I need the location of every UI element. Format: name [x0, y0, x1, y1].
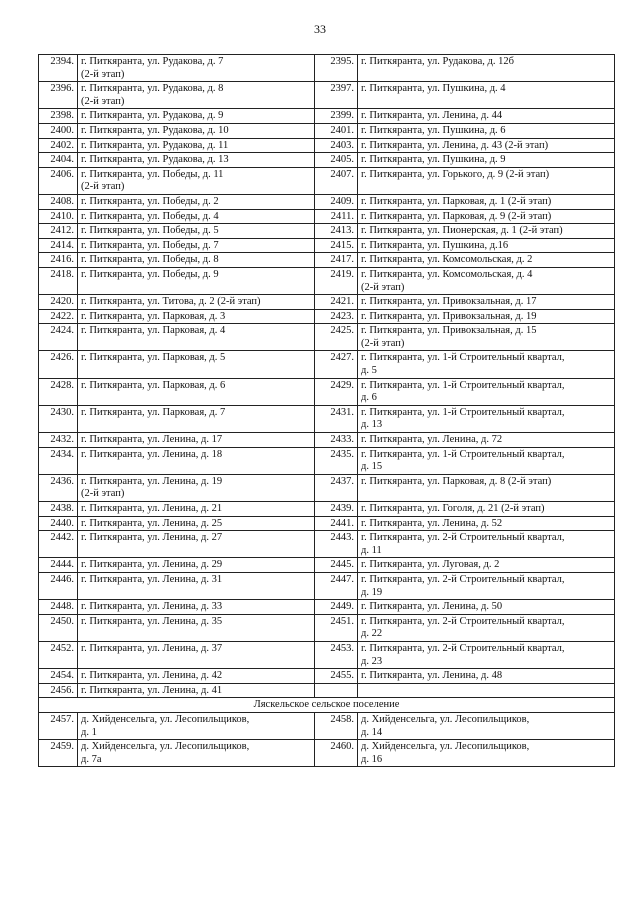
- address-line: д. 6: [361, 392, 377, 404]
- address-line: г. Питкяранта, ул. Ленина, д. 31: [81, 573, 223, 585]
- table-row: [39, 238, 615, 253]
- address-line: г. Питкяранта, ул. Ленина, д. 17: [81, 434, 223, 446]
- entry-number-left: 2430.: [39, 405, 78, 432]
- address-left: [78, 516, 315, 531]
- address-left: [78, 82, 315, 109]
- address-line: г. Питкяранта, ул. Парковая, д. 5: [81, 352, 226, 364]
- entry-number-left: 2396.: [39, 82, 78, 109]
- address-line: г. Питкяранта, ул. Ленина, д. 19: [81, 475, 223, 487]
- address-line: г. Питкяранта, ул. Парковая, д. 1 (2-й этап): [361, 195, 552, 207]
- address-right: [358, 153, 615, 168]
- entry-number-left: 2432.: [39, 433, 78, 448]
- address-line: (2-й этап): [81, 68, 125, 80]
- address-right: [358, 614, 615, 641]
- address-line: г. Питкяранта, ул. Парковая, д. 6: [81, 379, 226, 391]
- table-row: [39, 474, 615, 501]
- address-left: [78, 153, 315, 168]
- entry-number-right: 2435.: [315, 447, 358, 474]
- address-line: д. 11: [361, 544, 382, 556]
- address-right: [358, 123, 615, 138]
- address-line: г. Питкяранта, ул. Рудакова, д. 11: [81, 139, 229, 151]
- address-line: г. Питкяранта, ул. 2-й Строительный квартал,: [361, 532, 565, 544]
- address-right: [358, 433, 615, 448]
- entry-number-left: 2459.: [39, 740, 78, 767]
- section-header-body: [39, 698, 615, 713]
- address-left: [78, 123, 315, 138]
- address-line: д. 23: [361, 655, 383, 667]
- address-line: (2-й этап): [361, 281, 405, 293]
- address-line: г. Питкяранта, ул. Ленина, д. 35: [81, 615, 223, 627]
- address-line: д. Хийденсельга, ул. Лесопильщиков,: [81, 741, 250, 753]
- table-row: [39, 224, 615, 239]
- address-line: (2-й этап): [81, 488, 125, 500]
- address-line: г. Питкяранта, ул. Победы, д. 9: [81, 268, 219, 280]
- address-right: [358, 209, 615, 224]
- address-line: г. Питкяранта, ул. Победы, д. 2: [81, 195, 219, 207]
- entry-number-right: 2419.: [315, 267, 358, 294]
- address-left: [78, 194, 315, 209]
- table-row: [39, 531, 615, 558]
- address-line: г. Питкяранта, ул. Ленина, д. 18: [81, 448, 223, 460]
- entry-number-left: 2416.: [39, 253, 78, 268]
- address-line: г. Питкяранта, ул. Победы, д. 5: [81, 225, 219, 237]
- entry-number-right: 2439.: [315, 502, 358, 517]
- address-right: [358, 447, 615, 474]
- entry-number-left: 2450.: [39, 614, 78, 641]
- address-left: [78, 324, 315, 351]
- address-line: г. Питкяранта, ул. Парковая, д. 7: [81, 406, 226, 418]
- entry-number-left: 2438.: [39, 502, 78, 517]
- address-line: д. Хийденсельга, ул. Лесопильщиков,: [361, 713, 530, 725]
- entry-number-left: 2444.: [39, 558, 78, 573]
- table-row: [39, 295, 615, 310]
- entry-number-right: 2395.: [315, 55, 358, 82]
- address-line: г. Питкяранта, ул. Парковая, д. 3: [81, 310, 226, 322]
- table-row: [39, 669, 615, 684]
- entry-number-right: 2433.: [315, 433, 358, 448]
- address-right: [358, 740, 615, 767]
- address-right: [358, 572, 615, 599]
- address-line: г. Питкяранта, ул. Привокзальная, д. 15: [361, 325, 537, 337]
- address-left: [78, 351, 315, 378]
- address-right: [358, 502, 615, 517]
- entry-number-right: 2429.: [315, 378, 358, 405]
- address-left: [78, 712, 315, 739]
- table-row: [39, 572, 615, 599]
- address-right: [358, 683, 615, 698]
- address-right: [358, 253, 615, 268]
- address-line: г. Питкяранта, ул. Горького, д. 9 (2-й этап): [361, 168, 550, 180]
- address-left: [78, 502, 315, 517]
- table-row: [39, 683, 615, 698]
- entry-number-left: 2424.: [39, 324, 78, 351]
- table-row: [39, 614, 615, 641]
- address-line: г. Питкяранта, ул. 1-й Строительный квартал,: [361, 352, 565, 364]
- address-left: [78, 641, 315, 668]
- address-right: [358, 138, 615, 153]
- entry-number-left: 2434.: [39, 447, 78, 474]
- entry-number-left: 2398.: [39, 109, 78, 124]
- address-right: [358, 558, 615, 573]
- address-right: [358, 669, 615, 684]
- entry-number-right: 2403.: [315, 138, 358, 153]
- address-right: [358, 309, 615, 324]
- table-row: [39, 712, 615, 739]
- entry-number-right: 2421.: [315, 295, 358, 310]
- entry-number-left: 2412.: [39, 224, 78, 239]
- entry-number-right: 2409.: [315, 194, 358, 209]
- table-row: [39, 502, 615, 517]
- address-left: [78, 138, 315, 153]
- entry-number-right: 2437.: [315, 474, 358, 501]
- entry-number-left: 2436.: [39, 474, 78, 501]
- address-line: г. Питкяранта, ул. Ленина, д. 33: [81, 601, 223, 613]
- address-line: г. Питкяранта, ул. Победы, д. 11: [81, 168, 224, 180]
- address-right: [358, 641, 615, 668]
- address-right: [358, 82, 615, 109]
- address-right: [358, 474, 615, 501]
- address-line: г. Питкяранта, ул. Комсомольская, д. 4: [361, 268, 533, 280]
- address-right: [358, 55, 615, 82]
- address-left: [78, 600, 315, 615]
- address-left: [78, 295, 315, 310]
- table-row: [39, 194, 615, 209]
- table-row: [39, 253, 615, 268]
- address-left: [78, 209, 315, 224]
- entry-number-right: 2447.: [315, 572, 358, 599]
- table-row: [39, 123, 615, 138]
- address-line: г. Питкяранта, ул. Комсомольская, д. 2: [361, 254, 533, 266]
- address-left: [78, 572, 315, 599]
- address-line: д. 7а: [81, 753, 102, 765]
- entry-number-left: 2446.: [39, 572, 78, 599]
- address-left: [78, 405, 315, 432]
- address-line: д. 14: [361, 726, 383, 738]
- entry-number-right: 2453.: [315, 641, 358, 668]
- entry-number-left: 2408.: [39, 194, 78, 209]
- address-right: [358, 600, 615, 615]
- entry-number-right: 2413.: [315, 224, 358, 239]
- table-row: [39, 209, 615, 224]
- address-left: [78, 447, 315, 474]
- address-line: г. Питкяранта, ул. 2-й Строительный квартал,: [361, 573, 565, 585]
- entry-number-left: 2428.: [39, 378, 78, 405]
- address-line: г. Питкяранта, ул. Пушкина, д.16: [361, 239, 509, 251]
- entry-number-right: 2458.: [315, 712, 358, 739]
- address-line: г. Питкяранта, ул. Победы, д. 8: [81, 254, 219, 266]
- address-line: д. 19: [361, 586, 383, 598]
- address-left: [78, 238, 315, 253]
- address-line: г. Питкяранта, ул. Ленина, д. 29: [81, 559, 223, 571]
- address-line: г. Питкяранта, ул. Ленина, д. 44: [361, 110, 503, 122]
- address-line: д. Хийденсельга, ул. Лесопильщиков,: [361, 741, 530, 753]
- address-line: д. 5: [361, 365, 377, 377]
- registry-body: [39, 55, 615, 698]
- address-line: г. Питкяранта, ул. Пушкина, д. 9: [361, 154, 506, 166]
- entry-number-left: 2454.: [39, 669, 78, 684]
- table-row: [39, 167, 615, 194]
- address-line: г. Питкяранта, ул. Ленина, д. 41: [81, 684, 223, 696]
- address-left: [78, 474, 315, 501]
- address-left: [78, 55, 315, 82]
- entry-number-right: 2427.: [315, 351, 358, 378]
- address-line: г. Питкяранта, ул. 2-й Строительный квартал,: [361, 642, 565, 654]
- table-row: [39, 447, 615, 474]
- address-line: г. Питкяранта, ул. Привокзальная, д. 19: [361, 310, 537, 322]
- address-left: [78, 378, 315, 405]
- table-row: [39, 267, 615, 294]
- table-row: [39, 405, 615, 432]
- entry-number-right: 2460.: [315, 740, 358, 767]
- address-line: д. 16: [361, 753, 383, 765]
- entry-number-right: 2415.: [315, 238, 358, 253]
- address-line: г. Питкяранта, ул. Победы, д. 4: [81, 210, 219, 222]
- address-left: [78, 309, 315, 324]
- entry-number-left: 2452.: [39, 641, 78, 668]
- address-line: д. 13: [361, 419, 383, 431]
- address-line: г. Питкяранта, ул. Ленина, д. 27: [81, 532, 223, 544]
- address-line: д. 15: [361, 461, 383, 473]
- address-left: [78, 433, 315, 448]
- table-row: [39, 516, 615, 531]
- entry-number-right: 2451.: [315, 614, 358, 641]
- address-line: г. Питкяранта, ул. Рудакова, д. 9: [81, 110, 224, 122]
- address-right: [358, 712, 615, 739]
- address-line: г. Питкяранта, ул. Ленина, д. 48: [361, 670, 503, 682]
- entry-number-left: 2402.: [39, 138, 78, 153]
- address-left: [78, 224, 315, 239]
- entry-number-right: 2425.: [315, 324, 358, 351]
- address-left: [78, 531, 315, 558]
- table-row: [39, 378, 615, 405]
- entry-number-right: 2399.: [315, 109, 358, 124]
- table-row: [39, 641, 615, 668]
- section-title: Ляскельское сельское поселение: [39, 698, 615, 713]
- address-line: г. Питкяранта, ул. Ленина, д. 25: [81, 517, 223, 529]
- address-line: г. Питкяранта, ул. Ленина, д. 50: [361, 601, 503, 613]
- address-line: д. Хийденсельга, ул. Лесопильщиков,: [81, 713, 250, 725]
- address-left: [78, 558, 315, 573]
- address-left: [78, 267, 315, 294]
- entry-number-right: 2431.: [315, 405, 358, 432]
- address-line: г. Питкяранта, ул. 1-й Строительный квартал,: [361, 406, 565, 418]
- entry-number-right: 2423.: [315, 309, 358, 324]
- address-line: г. Питкяранта, ул. Победы, д. 7: [81, 239, 219, 251]
- address-left: [78, 669, 315, 684]
- entry-number-right: 2455.: [315, 669, 358, 684]
- address-line: г. Питкяранта, ул. Ленина, д. 21: [81, 503, 223, 514]
- address-line: г. Питкяранта, ул. Пушкина, д. 4: [361, 83, 506, 95]
- address-right: [358, 109, 615, 124]
- entry-number-right: 2401.: [315, 123, 358, 138]
- entry-number-right: 2441.: [315, 516, 358, 531]
- address-right: [358, 224, 615, 239]
- entry-number-left: 2394.: [39, 55, 78, 82]
- table-row: [39, 138, 615, 153]
- entry-number-left: 2418.: [39, 267, 78, 294]
- entry-number-left: 2404.: [39, 153, 78, 168]
- address-line: г. Питкяранта, ул. Гоголя, д. 21 (2-й этап): [361, 503, 545, 514]
- address-line: г. Питкяранта, ул. Рудакова, д. 12б: [361, 56, 514, 67]
- address-line: г. Питкяранта, ул. Рудакова, д. 7: [81, 56, 224, 67]
- entry-number-right: 2443.: [315, 531, 358, 558]
- entry-number-left: 2422.: [39, 309, 78, 324]
- address-left: [78, 614, 315, 641]
- address-right: [358, 238, 615, 253]
- address-right: [358, 405, 615, 432]
- address-line: (2-й этап): [361, 337, 405, 349]
- address-line: г. Питкяранта, ул. Ленина, д. 52: [361, 517, 503, 529]
- table-row: [39, 324, 615, 351]
- address-line: г. Питкяранта, ул. Парковая, д. 9 (2-й этап): [361, 210, 552, 222]
- address-line: г. Питкяранта, ул. Ленина, д. 72: [361, 434, 503, 446]
- address-left: [78, 167, 315, 194]
- table-row: [39, 433, 615, 448]
- address-left: [78, 683, 315, 698]
- entry-number-right: 2411.: [315, 209, 358, 224]
- table-row: [39, 309, 615, 324]
- address-registry-table: [38, 54, 615, 767]
- table-row: [39, 600, 615, 615]
- address-line: г. Питкяранта, ул. 1-й Строительный квартал,: [361, 448, 565, 460]
- table-row: [39, 740, 615, 767]
- address-line: г. Питкяранта, ул. Парковая, д. 4: [81, 325, 226, 337]
- address-line: д. 22: [361, 628, 383, 640]
- entry-number-right: 2405.: [315, 153, 358, 168]
- address-line: (2-й этап): [81, 181, 125, 193]
- entry-number-right: [315, 683, 358, 698]
- address-line: г. Питкяранта, ул. Ленина, д. 42: [81, 670, 223, 682]
- entry-number-right: 2417.: [315, 253, 358, 268]
- address-line: г. Питкяранта, ул. Рудакова, д. 8: [81, 83, 224, 95]
- address-line: г. Питкяранта, ул. Пионерская, д. 1 (2-й этап): [361, 225, 563, 237]
- address-line: г. Питкяранта, ул. Луговая, д. 2: [361, 559, 500, 571]
- section-header-row: [39, 698, 615, 713]
- address-line: (2-й этап): [81, 95, 125, 107]
- address-right: [358, 378, 615, 405]
- section-registry-body: [39, 712, 615, 766]
- table-row: [39, 153, 615, 168]
- entry-number-left: 2420.: [39, 295, 78, 310]
- entry-number-right: 2445.: [315, 558, 358, 573]
- entry-number-left: 2442.: [39, 531, 78, 558]
- entry-number-left: 2406.: [39, 167, 78, 194]
- address-line: г. Питкяранта, ул. Ленина, д. 37: [81, 642, 223, 654]
- address-line: г. Питкяранта, ул. Рудакова, д. 10: [81, 124, 229, 136]
- address-line: д. 1: [81, 726, 97, 738]
- address-line: г. Питкяранта, ул. 2-й Строительный квартал,: [361, 615, 565, 627]
- table-row: [39, 55, 615, 82]
- entry-number-left: 2410.: [39, 209, 78, 224]
- address-right: [358, 351, 615, 378]
- address-right: [358, 194, 615, 209]
- entry-number-right: 2449.: [315, 600, 358, 615]
- table-row: [39, 558, 615, 573]
- entry-number-left: 2448.: [39, 600, 78, 615]
- address-left: [78, 253, 315, 268]
- address-line: г. Питкяранта, ул. Парковая, д. 8 (2-й этап): [361, 475, 552, 487]
- entry-number-left: 2426.: [39, 351, 78, 378]
- address-right: [358, 516, 615, 531]
- entry-number-left: 2400.: [39, 123, 78, 138]
- address-right: [358, 167, 615, 194]
- table-row: [39, 351, 615, 378]
- table-row: [39, 109, 615, 124]
- entry-number-left: 2457.: [39, 712, 78, 739]
- address-right: [358, 295, 615, 310]
- entry-number-right: 2407.: [315, 167, 358, 194]
- address-right: [358, 531, 615, 558]
- entry-number-left: 2414.: [39, 238, 78, 253]
- address-right: [358, 267, 615, 294]
- address-left: [78, 740, 315, 767]
- address-line: г. Питкяранта, ул. Привокзальная, д. 17: [361, 296, 537, 308]
- address-left: [78, 109, 315, 124]
- address-right: [358, 324, 615, 351]
- entry-number-right: 2397.: [315, 82, 358, 109]
- table-row: [39, 82, 615, 109]
- address-line: г. Питкяранта, ул. Пушкина, д. 6: [361, 124, 506, 136]
- address-line: г. Питкяранта, ул. 1-й Строительный квартал,: [361, 379, 565, 391]
- entry-number-left: 2456.: [39, 683, 78, 698]
- address-line: г. Питкяранта, ул. Рудакова, д. 13: [81, 154, 229, 166]
- entry-number-left: 2440.: [39, 516, 78, 531]
- address-line: г. Питкяранта, ул. Титова, д. 2 (2-й этап): [81, 296, 261, 308]
- address-line: г. Питкяранта, ул. Ленина, д. 43 (2-й этап): [361, 139, 549, 151]
- page-number: 33: [314, 22, 326, 36]
